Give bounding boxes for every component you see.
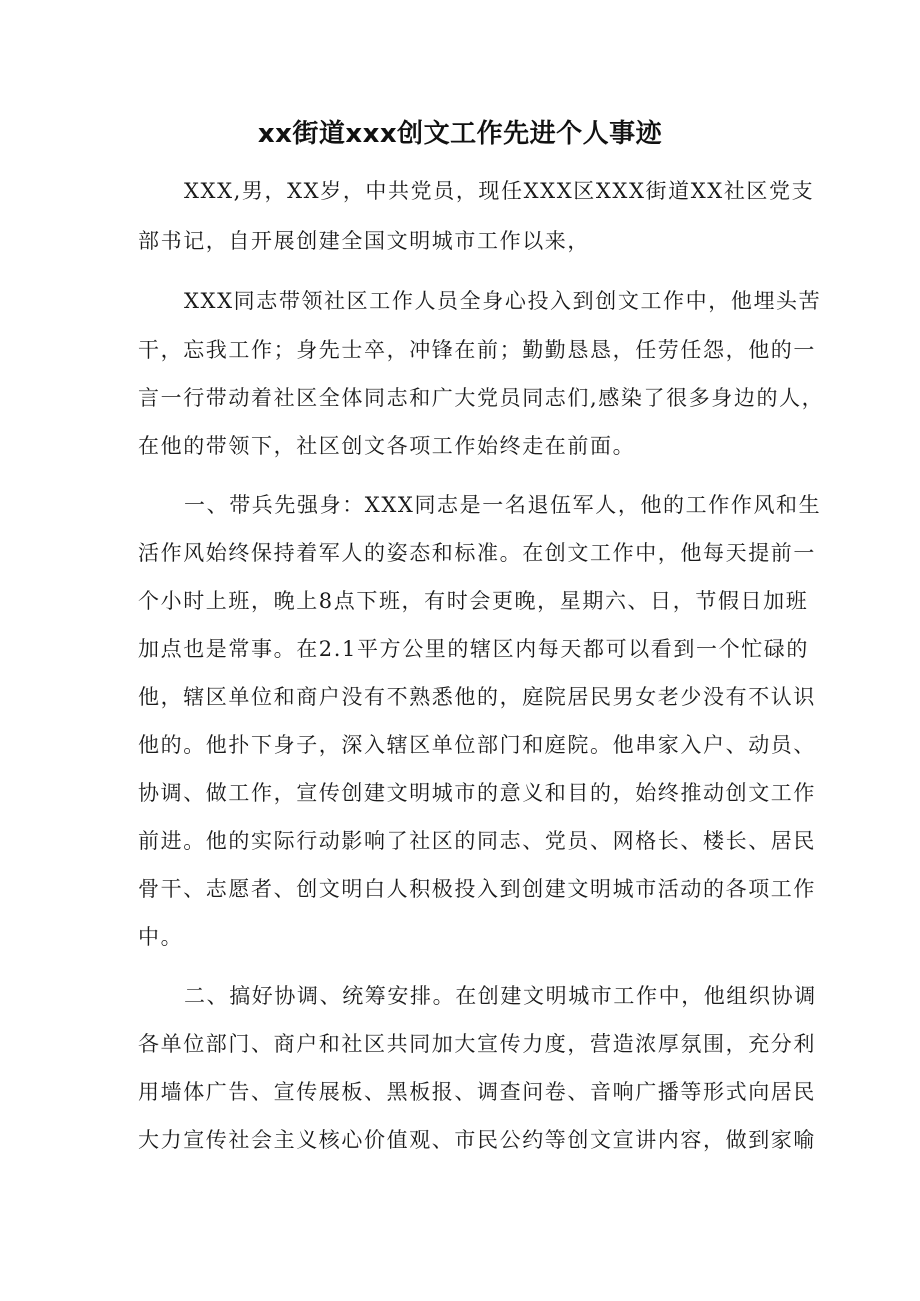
paragraph-2-line-2: 干，忘我工作；身先士卒，冲锋在前；勤勤恳恳，任劳任怨，他的一 — [138, 338, 816, 362]
paragraph-3-line-7: 协调、做工作，宣传创建文明城市的意义和目的，始终推动创文工作 — [138, 781, 816, 805]
paragraph-3-line-2: 活作风始终保持着军人的姿态和标准。在创文工作中，他每天提前一 — [138, 541, 816, 565]
paragraph-4-line-2: 各单位部门、商户和社区共同加大宣传力度，营造浓厚氛围，充分利 — [138, 1032, 816, 1056]
paragraph-1-line-1: XXX,男，XX岁，中共党员，现任XXX区XXX街道XX社区党支 — [184, 179, 815, 203]
paragraph-2-line-3: 言一行带动着社区全体同志和广大党员同志们,感染了很多身边的人， — [138, 386, 825, 410]
paragraph-3-line-3: 个小时上班，晚上8点下班，有时会更晚，星期六、日，节假日加班 — [138, 589, 809, 613]
paragraph-4-line-3: 用墙体广告、宣传展板、黑板报、调查问卷、音响广播等形式向居民 — [138, 1080, 816, 1104]
paragraph-1-line-2: 部书记，自开展创建全国文明城市工作以来， — [138, 229, 590, 253]
paragraph-2-line-4: 在他的带领下，社区创文各项工作始终走在前面。 — [138, 434, 636, 458]
paragraph-2-line-1: XXX同志带领社区工作人员全身心投入到创文工作中，他埋头苦 — [184, 289, 822, 313]
paragraph-4-line-4: 大力宣传社会主义核心价值观、市民公约等创文宣讲内容，做到家喻 — [138, 1128, 816, 1152]
paragraph-4-line-1: 二、搞好协调、统筹安排。在创建文明城市工作中，他组织协调 — [184, 984, 817, 1008]
paragraph-3-line-5: 他，辖区单位和商户没有不熟悉他的，庭院居民男女老少没有不认识 — [138, 685, 816, 709]
document-title: xx街道xxx创文工作先进个人事迹 — [257, 119, 663, 149]
paragraph-3-line-10: 中。 — [138, 925, 184, 949]
paragraph-3-line-8: 前进。他的实际行动影响了社区的同志、党员、网格长、楼长、居民 — [138, 829, 816, 853]
paragraph-3-line-9: 骨干、志愿者、创文明白人积极投入到创建文明城市活动的各项工作 — [138, 877, 816, 901]
paragraph-3-line-6: 他的。他扑下身子，深入辖区单位部门和庭院。他串家入户、动员、 — [138, 733, 816, 757]
paragraph-3-line-4: 加点也是常事。在2.1平方公里的辖区内每天都可以看到一个忙碌的 — [138, 637, 809, 661]
paragraph-3-line-1: 一、带兵先强身：XXX同志是一名退伍军人，他的工作作风和生 — [184, 493, 822, 517]
